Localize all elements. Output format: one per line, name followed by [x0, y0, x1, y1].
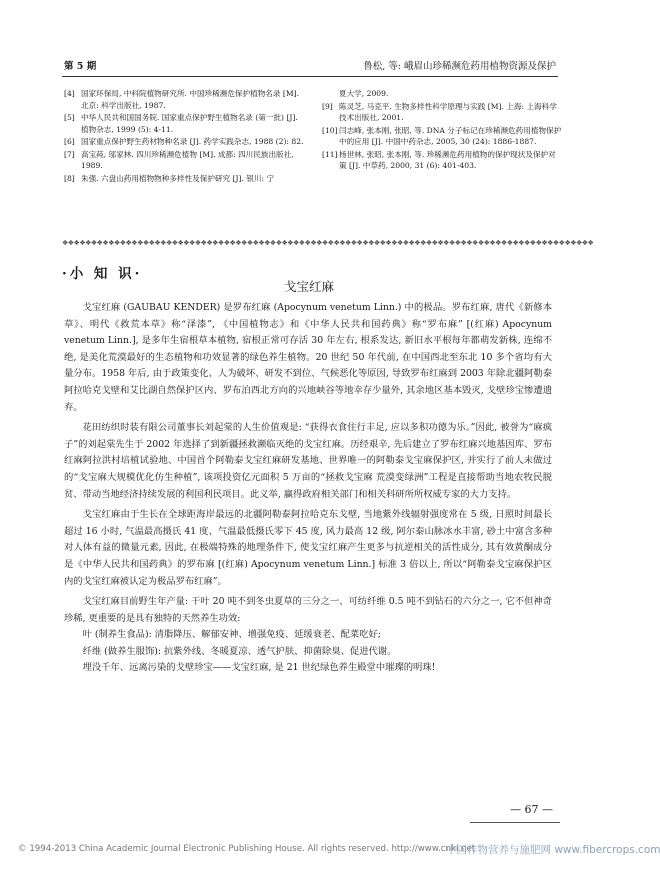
- reference-item: [4] 国家环保局, 中科院植物研究所. 中国珍稀濒危保护植物名录 [M]. 北京: 科学出版社, 1987.: [64, 89, 300, 110]
- reference-column-right: [322, 88, 562, 173]
- page-number-rule: [470, 822, 560, 823]
- running-title: 鲁松, 等: 峨眉山珍稀濒危药用植物资源及保护: [363, 61, 556, 72]
- column-title: ·小 知 识·: [62, 266, 143, 282]
- reference-item: [5] 中华人民共和国国务院. 国家重点保护野生植物名录 (第一批) [J]. 植物杂志, 1999 (5): 4-11.: [64, 113, 298, 134]
- reference-item: 夏大学, 2009.: [339, 89, 389, 98]
- benefit-item: 叶 (制养生食品): 清脂降压、解郁安神、增强免疫、延缓衰老、配菜吃好;: [82, 629, 381, 641]
- paragraph: 花田纺织时装有限公司董事长刘起棠的人生价值观是: “获得衣食住行丰足, 应以多积功德为乐。”因此, 被誉为“麻疯子”的刘起棠先生于 2002 年选择了到新疆拯救濒临灭绝的戈宝红麻。历经艰辛, 先后建立了罗布红麻兴地基因库、罗布红麻阿拉洪村培植试验地、中国首个阿勒泰戈宝红麻研发基地、世界唯一的阿勒泰戈宝麻保护区, 并实行了前人未做过的“戈宝麻大规模优化仿生种植”, 该项投资亿元面积 5 万亩的“拯救戈宝麻 荒漠变绿洲”工程是直接帮助当地农牧民脱贫、带动当地经济持续发展的利国利民项目。此义举, 赢得政府相关部门和相关科研所所权威专家的大力支持。: [64, 422, 553, 500]
- reference-item: [7] 高宝莼, 邬家林. 四川珍稀濒危植物 [M]. 成都: 四川民族出版社, 1989.: [64, 149, 294, 170]
- paragraph: 戈宝红麻 (GAUBAU KENDER) 是罗布红麻 (Apocynum venetum Linn.) 中的极品。罗布红麻, 唐代《新修本草》、明代《救荒本草》称“泽漆”, 《中国植物志》和《中华人民共和国药典》称“罗布麻” [(红麻) Apocynum venetum Linn.], 是多年生宿根草本植物, 宿根正常可存活 30 年左右, 根系发达, 新旧水平根每年都萌发新株, 连绵不绝, 是美化荒漠最好的生态植物和功效显著的绿色养生植物。20 世纪 50 年代前, 在中国西北至东北 10 多个省均有大量分布。1958 年后, 由于政策变化、人为破坏、研发不到位、气候恶化等原因, 导致罗布红麻到 2003 年除北疆阿勒泰阿拉哈克戈壁和艾比湖自然保护区内、罗布泊西北方向的兴地峡谷等地幸存少量外, 其余地区基本毁灭, 戈壁珍宝惨遭遗弃。: [64, 302, 552, 413]
- reference-item: [6] 国家重点保护野生药材物种名录 [J]. 药学实践杂志, 1988 (2): 82.: [64, 137, 304, 146]
- reference-item: [9] 陈灵芝, 马克平. 生物多样性科学原理与实践 [M]. 上海: 上海科学技术出版社, 2001.: [322, 101, 557, 122]
- benefit-item: 纤维 (做养生服饰): 抗紫外线、冬暖夏凉、透气护肤、抑菌除臭、促进代谢。: [82, 645, 397, 657]
- decorative-divider: ❖❖❖❖❖❖❖❖❖❖❖❖❖❖❖❖❖❖❖❖❖❖❖❖❖❖❖❖❖❖❖❖❖❖❖❖❖❖❖❖❖❖❖❖❖❖❖❖❖❖❖❖❖❖❖❖❖❖❖❖❖❖❖❖❖❖❖❖❖❖❖❖❖❖❖❖❖❖❖❖❖❖❖❖❖❖❖❖❖❖❖❖: [62, 239, 594, 247]
- paragraph: 戈宝红麻目前野生年产量: 干叶 20 吨不到冬虫夏草的三分之一、可纺纤维 0.5 吨不到钻石的六分之一, 它不但神奇珍稀, 更重要的是具有独特的天然养生功效:: [64, 596, 552, 624]
- reference-item: [8] 朱强. 六盘山药用植物物种多样性及保护研究 [J]. 银川: 宁: [64, 173, 275, 183]
- header-rule: [62, 76, 558, 77]
- reference-item: [10] 闫志峰, 张本刚, 张昭, 等. DNA 分子标记在珍稀濒危药用植物保护中的应用 [J]. 中国中药杂志, 2005, 30 (24): 1886-1887.: [322, 125, 562, 146]
- copyright-notice: © 1994-2013 China Academic Journal Electronic Publishing House. All rights reserved. http://www.cnki.net: [18, 844, 476, 854]
- article-body: [64, 300, 552, 677]
- issue-label: 第 5 期: [64, 61, 97, 72]
- reference-item: [11] 杨世林, 张昭, 张本刚, 等. 珍稀濒危药用植物的保护现状及保护对策 [J]. 中草药, 2000, 31 (6): 401-403.: [322, 149, 556, 170]
- watermark-text: 中国作物营养与施肥网 www.fibercrops.com: [446, 844, 660, 856]
- closing-line: 埋没千年、远离污染的戈壁珍宝——戈宝红麻, 是 21 世纪绿色养生殿堂中璀璨的明珠!: [82, 662, 436, 674]
- reference-column-left: [64, 88, 304, 185]
- article-title: 戈宝红麻: [283, 279, 334, 294]
- page-number: — 67 —: [510, 803, 553, 816]
- running-header: [64, 58, 556, 74]
- paragraph: 戈宝红麻由于生长在全球距海岸最远的北疆阿勒泰阿拉哈克东戈壁, 当地紫外线辐射强度常在 5 级, 日照时间最长超过 16 小时, 气温最高摄氏 41 度、气温最低摄氏零下 45 度, 风力最高 12 级, 阿尔泰山脉冰水丰富, 砂土中富含多种对人体有益的微量元素, 因此, 在极端特殊的地理条件下, 使戈宝红麻产生更多与抗逆相关的活性成分, 其有效黄酮成分是《中华人民共和国药典》的罗布麻 [(红麻) Apocynum venetum Linn.] 标准 3 倍以上, 所以“阿勒泰戈宝麻保护区内的戈宝红麻被认定为极品罗布红麻”。: [64, 509, 552, 587]
